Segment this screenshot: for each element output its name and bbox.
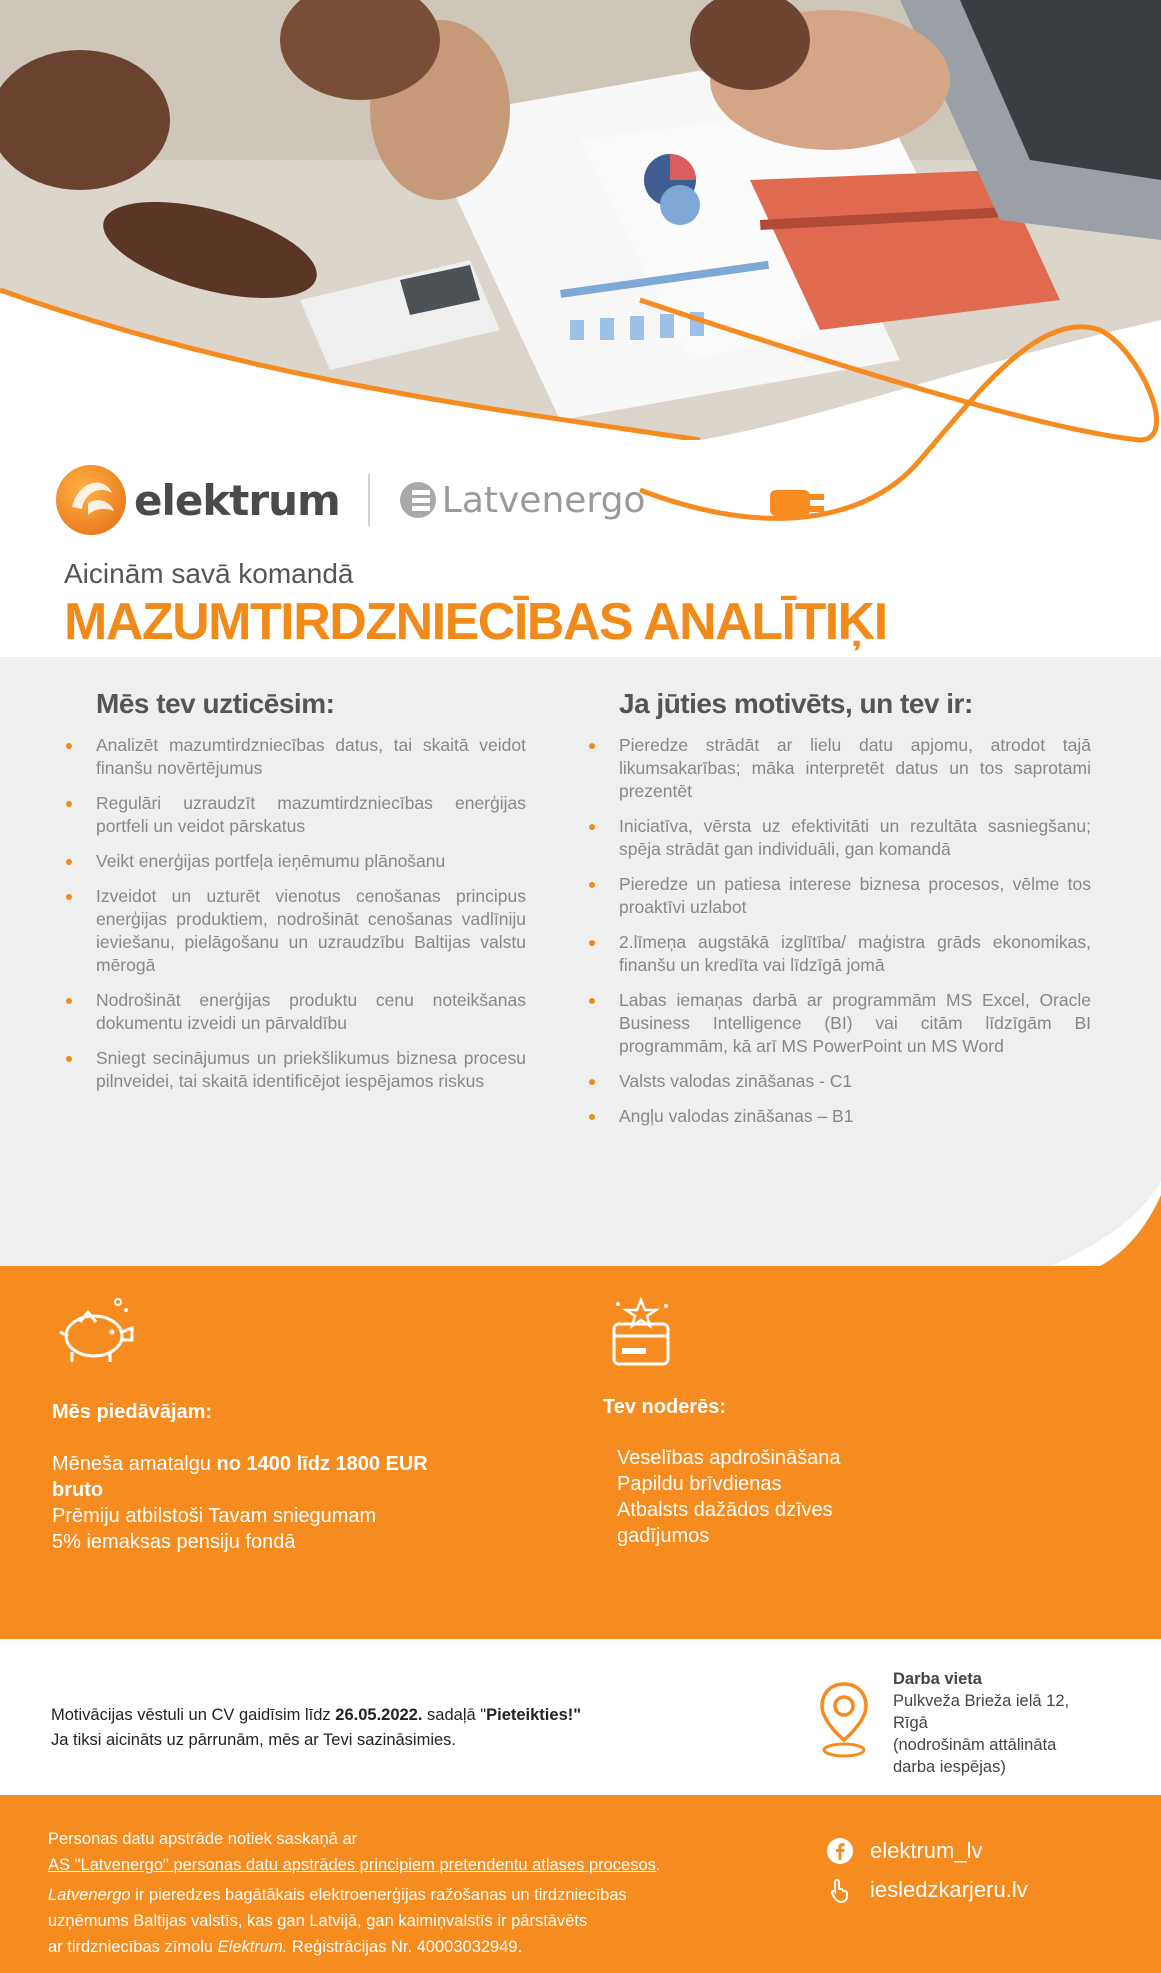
requirements-heading: Ja jūties motivēts, un tev ir: [619,688,973,719]
footer-text [48,1826,768,1960]
list-item: Regulāri uzraudzīt mazumtirdzniecības enerģijas portfeli un veidot pārskatus [62,792,526,838]
list-item: Nodrošināt enerģijas produktu cenu noteikšanas dokumentu izveidi un pārvaldību [62,989,526,1035]
apply-text [51,1703,581,1753]
list-item: Izveidot un uzturēt vienotus cenošanas principus enerģijas produktiem, nodrošināt cenošanas vadlīniju ieviešanu, pielāgošanu un uzraudzību Baltijas valstu mērogā [62,885,526,977]
benefit-item: Papildu brīvdienas [617,1473,782,1495]
list-item: Pieredze strādāt ar lielu datu apjomu, atrodot tajā likumsakarības; māka interpretēt datus un tos saprotami prezentēt [585,734,1091,803]
card-star-icon [610,1296,674,1368]
apply-line-1: Motivācijas vēstuli un CV gaidīsim līdz 26.05.2022. sadaļā "Pieteikties!" [51,1706,582,1724]
panel-curve-decoration [0,1180,1161,1280]
salary-range: no 1400 līdz 1800 EUR bruto [52,1453,428,1501]
logo-row [54,460,645,540]
list-item: Pieredze un patiesa interese biznesa procesos, vēlme tos proaktīvi uzlabot [585,873,1091,919]
company-line-2: uzņēmums Baltijas valstīs, kas gan Latvijā, gan kaimiņvalstīs ir pārstāvēts [48,1912,588,1930]
list-item: Veikt enerģijas portfeļa ieņēmumu plānošanu [62,850,526,873]
privacy-link-line: AS "Latvenergo" personas datu apstrādes principiem pretendentu atlases procesos. [48,1856,661,1874]
offer-list [52,1451,452,1555]
elektrum-mark-icon [54,463,128,537]
facebook-link[interactable]: elektrum_lv [826,1837,982,1865]
brand-name: Elektrum. [217,1938,288,1956]
work-location [893,1668,1088,1778]
company-name: Latvenergo [48,1886,131,1904]
salary-line: Mēneša amatalgu no 1400 līdz 1800 EUR bruto [52,1453,428,1501]
list-item: Iniciatīva, vērsta uz efektivitāti un rezultāta sasniegšanu; spēja strādāt gan individuāli, gan komandā [585,815,1091,861]
duties-heading: Mēs tev uzticēsim: [96,688,335,719]
piggy-bank-icon [52,1292,136,1366]
location-address: Pulkveža Brieža ielā 12, Rīgā [893,1692,1070,1732]
job-title: MAZUMTIRDZNIECĪBAS ANALĪTIĶI [64,593,887,651]
list-item: Labas iemaņas darbā ar programmām MS Excel, Oracle Business Intelligence (BI) vai citām līdzīgām BI programmām, kā arī MS PowerPoint un MS Word [585,989,1091,1058]
benefit-item: Atbalsts dažādos dzīves gadījumos [617,1499,833,1547]
requirements-list [585,734,1091,1128]
offer-heading: Mēs piedāvājam: [52,1401,213,1423]
list-item: Analizēt mazumtirdzniecības datus, tai skaitā veidot finanšu novērtējumus [62,734,526,780]
list-item: Angļu valodas zināšanas – B1 [585,1105,1091,1128]
duties-column [62,688,526,1105]
apply-label: Pieteikties! [486,1706,574,1724]
cable-plug-decoration [620,290,1161,570]
bonus-line: Prēmiju atbilstoši Tavam sniegumam [52,1505,377,1527]
career-link[interactable]: iesledzkarjeru.lv [826,1876,1028,1904]
benefits-heading: Tev noderēs: [603,1396,726,1418]
list-item: Sniegt secinājumus un priekšlikumus biznesa procesu pilnveidei, tai skaitā identificējot iespējamos riskus [62,1047,526,1093]
pension-line: 5% iemaksas pensiju fondā [52,1531,296,1553]
apply-line-2: Ja tiksi aicināts uz pārrunām, mēs ar Tevi sazināsimies. [51,1731,457,1749]
logo-divider [368,474,370,526]
pointer-hand-icon [826,1876,854,1904]
location-note: (nodrošinām attālināta darba iespējas) [893,1736,1057,1776]
elektrum-wordmark: elektrum [134,475,340,525]
benefits-list [617,1445,877,1549]
location-label: Darba vieta [893,1670,982,1688]
list-item: Valsts valodas zināšanas - C1 [585,1070,1091,1093]
requirements-column [585,688,1091,1140]
facebook-icon [826,1837,854,1865]
privacy-line: Personas datu apstrāde notiek saskaņā ar [48,1830,358,1848]
latvenergo-mark-icon [398,480,438,520]
elektrum-logo [54,463,340,537]
company-line-3: ar tirdzniecības zīmolu Elektrum. Reģistrācijas Nr. 40003032949. [48,1938,523,1956]
company-line-1: Latvenergo ir pieredzes bagātākais elektroenerģijas ražošanas un tirdzniecības [48,1886,627,1904]
list-item: 2.līmeņa augstākā izglītība/ maģistra grāds ekonomikas, finanšu un kredīta vai līdzīgā jomā [585,931,1091,977]
location-pin-icon [818,1680,870,1760]
duties-list [62,734,526,1093]
latvenergo-wordmark: Latvenergo [441,479,646,521]
deadline: 26.05.2022. [335,1706,423,1724]
benefit-item: Veselības apdrošināšana [617,1447,841,1469]
intro-text: Aicinām savā komandā [64,558,354,589]
latvenergo-logo [398,480,646,521]
privacy-policy-link[interactable]: AS "Latvenergo" personas datu apstrādes principiem pretendentu atlases procesos [48,1856,656,1874]
